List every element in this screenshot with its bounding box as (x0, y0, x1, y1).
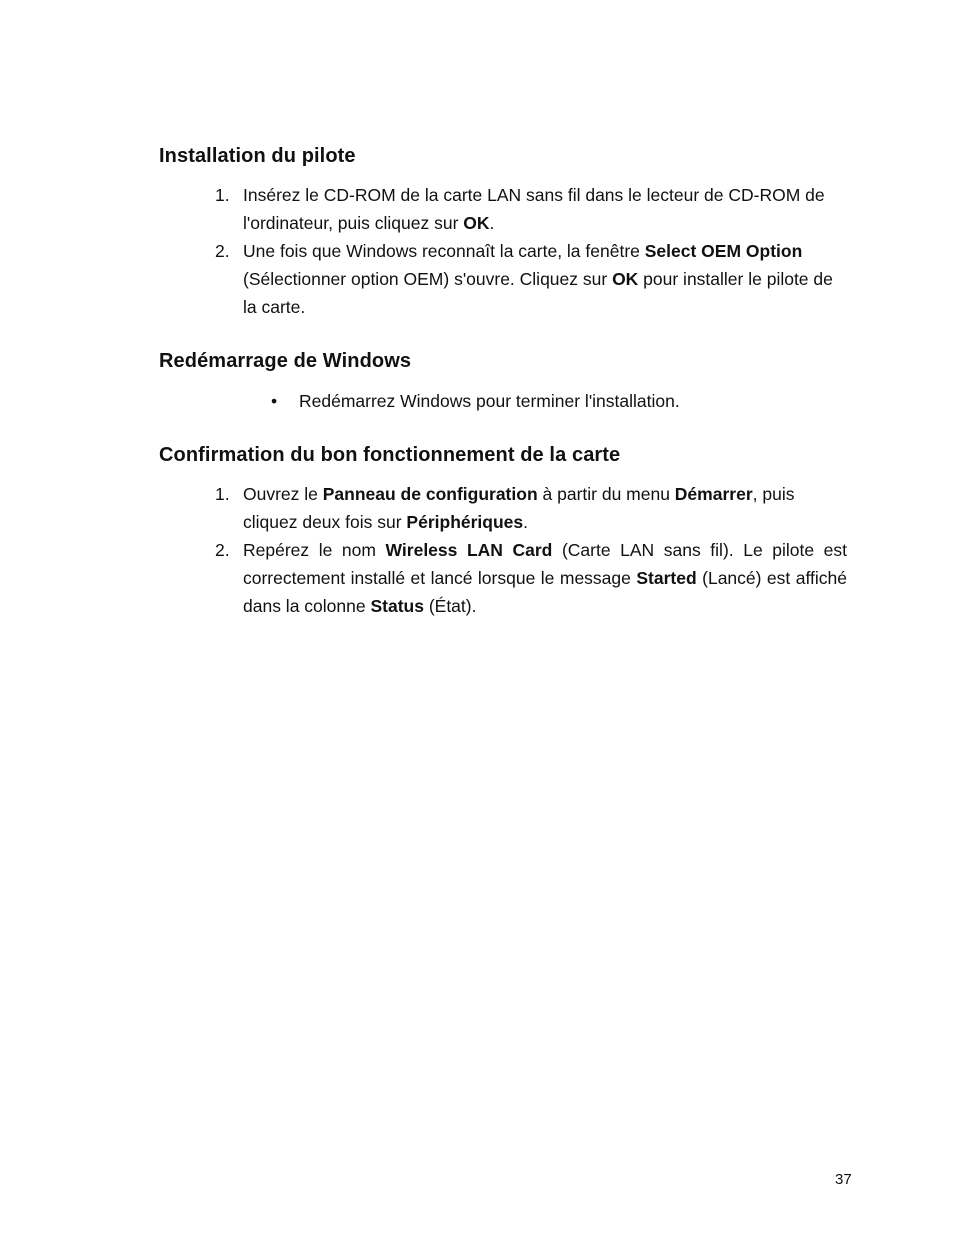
heading-card-confirmation: Confirmation du bon fonctionnement de la carte (159, 444, 621, 466)
heading-driver-installation: Installation du pilote (159, 145, 356, 167)
list-item-text: Insérez le CD-ROM de la carte LAN sans fil dans le lecteur de CD-ROM de l'ordinateur, puis cliquez sur OK. (243, 185, 825, 233)
list-number: 1. (215, 484, 230, 504)
bullet-icon: • (271, 391, 278, 411)
heading-restart-windows: Redémarrage de Windows (159, 350, 412, 372)
list-item-text: Une fois que Windows reconnaît la carte, la fenêtre Select OEM Option (Sélectionner option OEM) s'ouvre. Cliquez sur OK pour installer le pilote de la carte. (243, 241, 833, 317)
page-number: 37 (835, 1171, 852, 1188)
list-number: 1. (215, 185, 230, 205)
list-item-text: Redémarrez Windows pour terminer l'installation. (299, 391, 680, 411)
list-item-text: Ouvrez le Panneau de configuration à partir du menu Démarrer, puis cliquez deux fois sur Périphériques. (243, 484, 795, 532)
list-item-text: Repérez le nom Wireless LAN Card (Carte LAN sans fil). Le pilote est correctement installé et lancé lorsque le message Started (Lancé) est affiché dans la colonne Status (État). (243, 540, 848, 616)
list-number: 2. (215, 540, 230, 560)
list-number: 2. (215, 241, 230, 261)
